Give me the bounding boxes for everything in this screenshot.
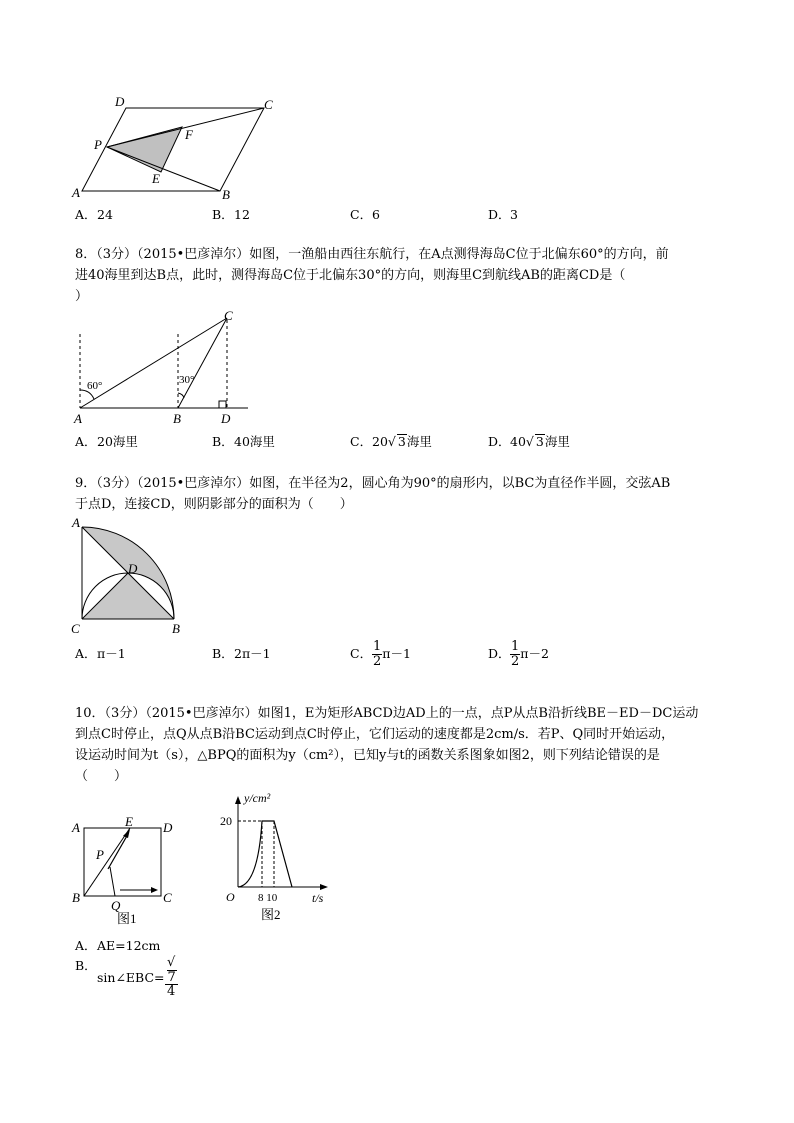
q10-fig2-y20: 20 [220,814,232,828]
q7-option-b[interactable]: B．12 [212,207,250,222]
q9-option-d[interactable]: D． $\frac{1}{2}$ π－2 [488,639,549,669]
q10-fig2-origin: O [226,890,235,904]
q10-option-b[interactable]: B． [75,958,97,973]
q10-option-b-expression: sin∠EBC= √ 7 4 [97,955,176,999]
sqrt-sign-icon: √ [167,955,176,970]
q9-label-D: D [128,561,138,576]
q10-fig1-label-C: C [163,890,172,905]
q9-sector-figure [68,515,188,637]
q10-fig1-label-P: P [96,847,104,862]
q8-ship-figure [70,310,260,430]
q8-stem-line-3: ） [75,289,89,304]
q7-option-c[interactable]: C．6 [350,207,380,222]
q9-option-a[interactable]: A．π－1 [75,646,126,661]
sqrt-sign-icon: √ [387,434,396,449]
y-axis-arrow-icon [235,796,241,804]
q7-label-D: D [115,94,125,109]
q9-stem-line-2: 于点D，连接CD，则阴影部分的面积为（ ） [75,497,353,512]
q8-angle-60: 60° [87,380,103,392]
q10-fig1-label-B: B [72,890,80,905]
q10-fig1-label-D: D [163,820,173,835]
q8-option-d[interactable]: D．40√ 3海里 [488,434,570,449]
q10-fig2-ticks: 8 10 [258,892,278,904]
q7-label-A: A [72,185,80,200]
q10-stem-line-2: 到点C时停止，点Q从点B沿BC运动到点C时停止，它们运动的速度都是2cm/s．若P、Q同时开始运动， [75,727,675,742]
q8-stem-line-1: 8．（3分）（2015•巴彦淖尔）如图，一渔船由西往东航行，在A点测得海岛C位于北偏东60°的方向，前 [75,247,669,262]
q10-figure-1 [68,812,188,930]
q10-fig2-caption: 图2 [261,907,281,922]
q8-stem-line-2: 进40海里到达B点，此时，测得海岛C位于北偏东30°的方向，则海里C到航线AB的距离CD是（ [75,268,626,283]
q7-option-d[interactable]: D．3 [488,207,518,222]
q9-option-b[interactable]: B．2π－1 [212,646,271,661]
sqrt-sign-icon: √ [525,434,534,449]
q9-option-c[interactable]: C． $\frac{1}{2}$ π－1 [350,639,411,669]
q8-option-a[interactable]: A．20海里 [75,434,138,449]
q10-stem-line-1: 10．（3分）（2015•巴彦淖尔）如图1，E为矩形ABCD边AD上的一点，点P从点B沿折线BE－ED－DC运动 [75,706,699,721]
q10-fig2-ylabel: y/cm² [244,791,271,805]
q8-label-C: C [224,310,233,323]
q8-option-b[interactable]: B．40海里 [212,434,275,449]
q8-angle-30: 30° [179,374,195,386]
q7-parallelogram [82,108,264,191]
q10-option-a[interactable]: A．AE=12cm [75,938,161,953]
q7-label-C: C [264,97,273,112]
q10-fig1-caption: 图1 [117,911,137,926]
q9-stem-line-1: 9．（3分）（2015•巴彦淖尔）如图，在半径为2，圆心角为90°的扇形内，以BC为直径作半圆，交弦AB [75,476,671,491]
q10-graph-curve [238,821,292,887]
q8-label-A: A [74,411,82,426]
q8-option-c[interactable]: C．20√ 3海里 [350,434,432,449]
q7-label-F: F [185,127,193,142]
q7-option-a[interactable]: A．24 [75,207,113,222]
q7-label-B: B [222,187,230,202]
q10-fig1-label-A: A [72,820,80,835]
q8-right-angle-mark [219,401,226,408]
q10-fig1-label-Q: Q [111,898,121,913]
q10-figure-2 [214,790,344,930]
q9-label-C: C [71,621,80,636]
q9-label-B: B [172,621,180,636]
q8-label-B: B [173,411,181,426]
q10-fig1-label-E: E [125,814,133,829]
q9-label-A: A [72,515,80,530]
q8-label-D: D [221,411,231,426]
q7-shaded-triangle [107,127,182,172]
x-axis-arrow-icon [320,884,328,890]
q7-label-P: P [94,137,102,152]
q10-fig2-xlabel: t/s [312,891,324,905]
q7-label-E: E [152,171,160,186]
q7-parallelogram-figure [60,92,290,204]
q10-stem-line-3: 设运动时间为t（s），△BPQ的面积为y（cm²），已知y与t的函数关系图象如图2，则下列结论错误的是 [75,748,660,763]
q10-stem-line-4: （ ） [75,769,128,784]
